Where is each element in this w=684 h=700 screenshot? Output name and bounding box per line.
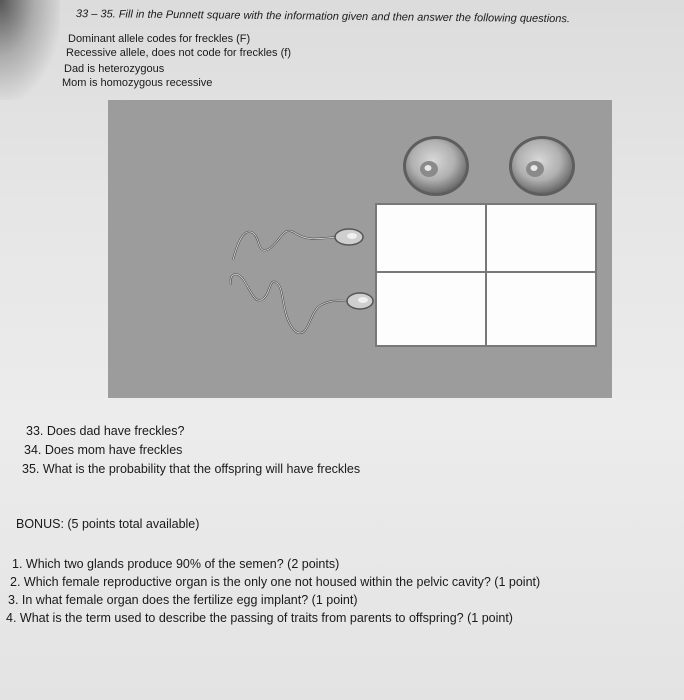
mom-genotype-text: Mom is homozygous recessive	[62, 77, 213, 89]
bonus-question-1: 1. Which two glands produce 90% of the semen? (2 points)	[12, 557, 340, 571]
photo-shadow	[0, 0, 60, 100]
worksheet-instructions: 33 – 35. Fill in the Punnett square with the information given and then answer the following questions.	[75, 8, 571, 26]
punnett-cell-top-left[interactable]	[377, 205, 485, 271]
bonus-question-4: 4. What is the term used to describe the passing of traits from parents to offspring? (1 point)	[6, 611, 513, 625]
bonus-question-3: 3. In what female organ does the fertilize egg implant? (1 point)	[8, 593, 358, 607]
punnett-cell-top-right[interactable]	[487, 205, 595, 271]
punnett-cell-bottom-right[interactable]	[487, 273, 595, 345]
egg-icon	[402, 135, 470, 202]
dominant-allele-text: Dominant allele codes for freckles (F)	[68, 33, 251, 45]
question-34: 34. Does mom have freckles	[24, 443, 183, 457]
punnett-square	[375, 203, 597, 347]
question-35: 35. What is the probability that the offspring will have freckles	[22, 462, 361, 476]
recessive-allele-text: Recessive allele, does not code for freckles (f)	[66, 47, 291, 59]
question-33: 33. Does dad have freckles?	[26, 424, 185, 438]
sperm-icon	[233, 229, 363, 260]
egg-icon	[508, 135, 576, 202]
punnett-cell-bottom-left[interactable]	[377, 273, 485, 345]
bonus-question-2: 2. Which female reproductive organ is the only one not housed within the pelvic cavity? (1 point)	[10, 575, 541, 589]
dad-genotype-text: Dad is heterozygous	[64, 63, 165, 75]
bonus-title: BONUS: (5 points total available)	[16, 517, 200, 531]
sperm-icon	[231, 274, 373, 333]
sperm-icons	[225, 215, 375, 350]
